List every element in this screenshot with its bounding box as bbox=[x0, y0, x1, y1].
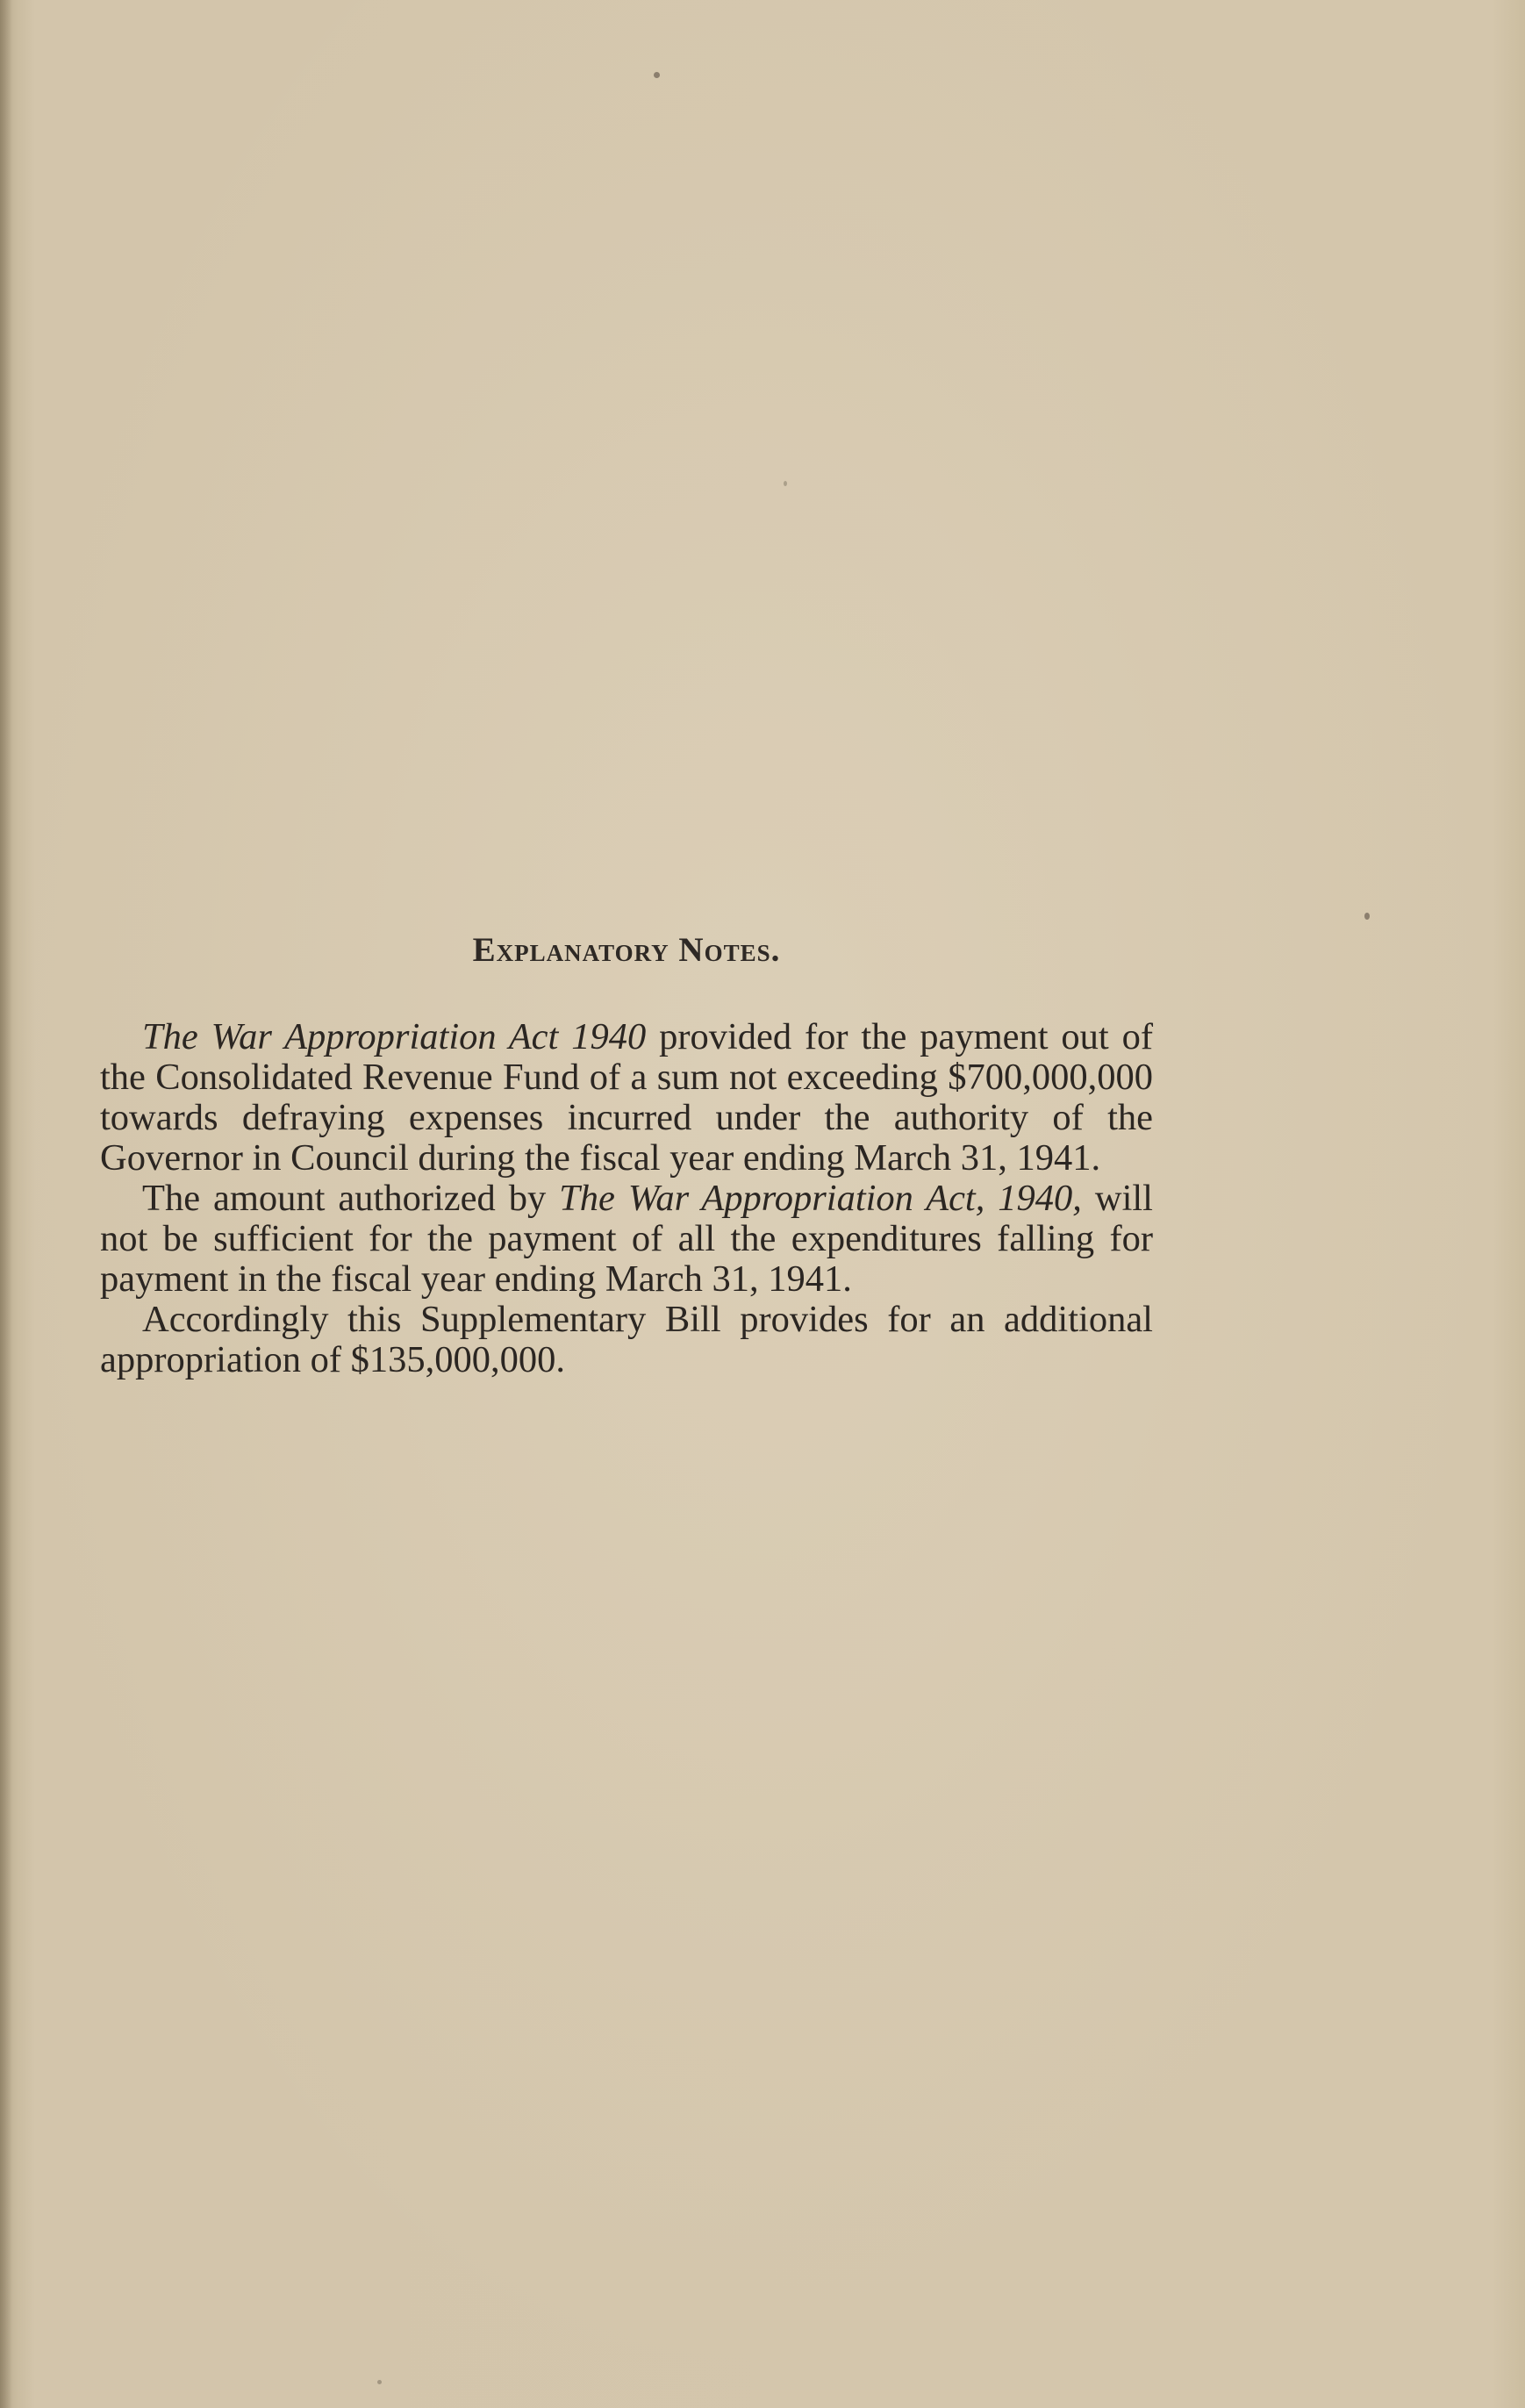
paragraph-1 bbox=[100, 1017, 1153, 1179]
paragraph-2 bbox=[100, 1179, 1153, 1300]
paper-speck bbox=[1364, 913, 1370, 920]
document-body bbox=[100, 930, 1153, 1380]
paper-speck bbox=[784, 481, 787, 486]
paragraph-3: Accordingly this Supplementary Bill provides for an additional appropriation of $135,000,000. bbox=[100, 1299, 1153, 1380]
act-title-italic: The War Appropriation Act 1940 bbox=[142, 1016, 647, 1057]
paragraph-1-text: provided for the payment out of the Consolidated Revenue Fund of a sum not exceeding $700,000,000 towards defraying expenses incurred under the authority of the Governor in Council during the fiscal year ending March 31, 1941. bbox=[100, 1016, 1153, 1179]
paragraph-2-lead: The amount authorized by bbox=[142, 1178, 560, 1219]
act-title-italic: The War Appropriation Act, 1940, bbox=[559, 1178, 1082, 1219]
page-title: Explanatory Notes. bbox=[472, 931, 781, 969]
page-spine-shadow bbox=[0, 0, 12, 2408]
paper-speck bbox=[654, 72, 660, 78]
paper-speck bbox=[377, 2380, 382, 2384]
paragraph-2-text: will not be sufficient for the payment of all the expenditures falling for payment in the fiscal year ending March 31, 1941. bbox=[100, 1178, 1153, 1300]
